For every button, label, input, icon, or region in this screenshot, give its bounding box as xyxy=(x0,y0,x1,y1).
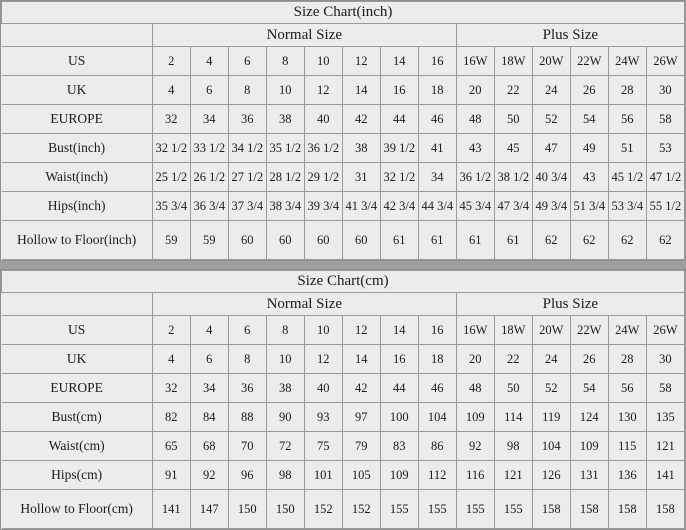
cell: 158 xyxy=(532,490,570,529)
group-plus-size: Plus Size xyxy=(456,24,684,47)
cell: 14 xyxy=(342,345,380,374)
row-label: UK xyxy=(2,345,153,374)
cell: 150 xyxy=(228,490,266,529)
cell: 47 3/4 xyxy=(494,192,532,221)
cell: 50 xyxy=(494,105,532,134)
cell: 16 xyxy=(380,76,418,105)
group-normal-size: Normal Size xyxy=(152,293,456,316)
cell: 158 xyxy=(646,490,684,529)
cell: 35 3/4 xyxy=(152,192,190,221)
table-row xyxy=(2,461,685,490)
cell: 10 xyxy=(304,47,342,76)
cell: 58 xyxy=(646,374,684,403)
group-blank-cell xyxy=(2,24,153,47)
cell: 46 xyxy=(418,374,456,403)
row-label: Hips(cm) xyxy=(2,461,153,490)
cell: 105 xyxy=(342,461,380,490)
cell: 22W xyxy=(570,316,608,345)
cell: 34 xyxy=(190,105,228,134)
cell: 61 xyxy=(380,221,418,260)
cell: 20W xyxy=(532,316,570,345)
cell: 115 xyxy=(608,432,646,461)
cell: 60 xyxy=(342,221,380,260)
cell: 14 xyxy=(342,76,380,105)
cell: 20 xyxy=(456,345,494,374)
row-label: US xyxy=(2,316,153,345)
cell: 68 xyxy=(190,432,228,461)
cell: 60 xyxy=(228,221,266,260)
cell: 119 xyxy=(532,403,570,432)
table-row xyxy=(2,163,685,192)
cell: 30 xyxy=(646,345,684,374)
cell: 40 xyxy=(304,374,342,403)
cell: 101 xyxy=(304,461,342,490)
cell: 51 3/4 xyxy=(570,192,608,221)
cell: 26 xyxy=(570,345,608,374)
cell: 96 xyxy=(228,461,266,490)
cell: 130 xyxy=(608,403,646,432)
cell: 22W xyxy=(570,47,608,76)
cell: 47 1/2 xyxy=(646,163,684,192)
cell: 31 xyxy=(342,163,380,192)
cell: 6 xyxy=(228,47,266,76)
cell: 141 xyxy=(152,490,190,529)
cell: 25 1/2 xyxy=(152,163,190,192)
table-row xyxy=(2,432,685,461)
chart-group-row xyxy=(2,293,685,316)
cell: 18 xyxy=(418,345,456,374)
row-label: EUROPE xyxy=(2,374,153,403)
row-label: Waist(inch) xyxy=(2,163,153,192)
cell: 22 xyxy=(494,76,532,105)
cell: 38 xyxy=(342,134,380,163)
cell: 72 xyxy=(266,432,304,461)
cell: 6 xyxy=(190,345,228,374)
cell: 16W xyxy=(456,316,494,345)
group-plus-size: Plus Size xyxy=(456,293,684,316)
cell: 42 xyxy=(342,374,380,403)
cell: 59 xyxy=(190,221,228,260)
cell: 65 xyxy=(152,432,190,461)
cell: 33 1/2 xyxy=(190,134,228,163)
cell: 29 1/2 xyxy=(304,163,342,192)
row-label: EUROPE xyxy=(2,105,153,134)
cell: 56 xyxy=(608,374,646,403)
cell: 8 xyxy=(228,345,266,374)
row-label: UK xyxy=(2,76,153,105)
row-label: Bust(inch) xyxy=(2,134,153,163)
cell: 8 xyxy=(266,47,304,76)
cell: 45 3/4 xyxy=(456,192,494,221)
cell: 98 xyxy=(266,461,304,490)
cell: 40 3/4 xyxy=(532,163,570,192)
cell: 18 xyxy=(418,76,456,105)
cell: 155 xyxy=(380,490,418,529)
cell: 49 xyxy=(570,134,608,163)
cell: 44 3/4 xyxy=(418,192,456,221)
cell: 38 3/4 xyxy=(266,192,304,221)
cell: 93 xyxy=(304,403,342,432)
cell: 55 1/2 xyxy=(646,192,684,221)
cell: 45 xyxy=(494,134,532,163)
cell: 114 xyxy=(494,403,532,432)
cell: 40 xyxy=(304,105,342,134)
cell: 34 xyxy=(190,374,228,403)
cell: 82 xyxy=(152,403,190,432)
cell: 24W xyxy=(608,47,646,76)
cell: 20 xyxy=(456,76,494,105)
row-label: Waist(cm) xyxy=(2,432,153,461)
cell: 49 3/4 xyxy=(532,192,570,221)
cell: 59 xyxy=(152,221,190,260)
cell: 150 xyxy=(266,490,304,529)
cell: 41 xyxy=(418,134,456,163)
chart-title-row xyxy=(2,2,685,24)
cell: 6 xyxy=(228,316,266,345)
cell: 26W xyxy=(646,47,684,76)
cell: 32 1/2 xyxy=(152,134,190,163)
row-label: US xyxy=(2,47,153,76)
cell: 53 xyxy=(646,134,684,163)
cell: 152 xyxy=(342,490,380,529)
cell: 60 xyxy=(266,221,304,260)
cell: 62 xyxy=(570,221,608,260)
row-label: Hollow to Floor(cm) xyxy=(2,490,153,529)
cell: 35 1/2 xyxy=(266,134,304,163)
cell: 16 xyxy=(418,316,456,345)
table-row xyxy=(2,47,685,76)
cell: 83 xyxy=(380,432,418,461)
cell: 51 xyxy=(608,134,646,163)
cell: 112 xyxy=(418,461,456,490)
cell: 12 xyxy=(304,345,342,374)
cell: 16 xyxy=(380,345,418,374)
cell: 38 xyxy=(266,374,304,403)
cell: 6 xyxy=(190,76,228,105)
cell: 61 xyxy=(456,221,494,260)
cell: 48 xyxy=(456,105,494,134)
cell: 116 xyxy=(456,461,494,490)
cell: 155 xyxy=(418,490,456,529)
cell: 32 xyxy=(152,374,190,403)
chart-group-row xyxy=(2,24,685,47)
cell: 16W xyxy=(456,47,494,76)
cell: 121 xyxy=(494,461,532,490)
cell: 92 xyxy=(456,432,494,461)
cell: 62 xyxy=(608,221,646,260)
cell: 70 xyxy=(228,432,266,461)
cell: 54 xyxy=(570,374,608,403)
table-row xyxy=(2,490,685,529)
cell: 10 xyxy=(266,345,304,374)
table-row xyxy=(2,403,685,432)
cell: 12 xyxy=(342,47,380,76)
cell: 41 3/4 xyxy=(342,192,380,221)
cell: 32 xyxy=(152,105,190,134)
cell: 52 xyxy=(532,105,570,134)
chart-title-row xyxy=(2,271,685,293)
cell: 62 xyxy=(646,221,684,260)
table-row xyxy=(2,76,685,105)
cell: 62 xyxy=(532,221,570,260)
cell: 126 xyxy=(532,461,570,490)
cell: 34 xyxy=(418,163,456,192)
cell: 97 xyxy=(342,403,380,432)
cell: 61 xyxy=(494,221,532,260)
cell: 56 xyxy=(608,105,646,134)
cell: 98 xyxy=(494,432,532,461)
cell: 100 xyxy=(380,403,418,432)
cell: 4 xyxy=(190,316,228,345)
cell: 22 xyxy=(494,345,532,374)
cell: 26 xyxy=(570,76,608,105)
cell: 104 xyxy=(418,403,456,432)
cell: 36 xyxy=(228,374,266,403)
table-row xyxy=(2,192,685,221)
cell: 54 xyxy=(570,105,608,134)
cell: 104 xyxy=(532,432,570,461)
cell: 28 1/2 xyxy=(266,163,304,192)
cell: 36 1/2 xyxy=(304,134,342,163)
cell: 90 xyxy=(266,403,304,432)
cell: 147 xyxy=(190,490,228,529)
cell: 79 xyxy=(342,432,380,461)
cell: 39 3/4 xyxy=(304,192,342,221)
cell: 45 1/2 xyxy=(608,163,646,192)
cell: 88 xyxy=(228,403,266,432)
size-chart-cm-table xyxy=(1,270,685,529)
table-row xyxy=(2,105,685,134)
cell: 58 xyxy=(646,105,684,134)
cell: 4 xyxy=(152,345,190,374)
cell: 43 xyxy=(570,163,608,192)
cell: 10 xyxy=(266,76,304,105)
group-blank-cell xyxy=(2,293,153,316)
cell: 24 xyxy=(532,76,570,105)
cell: 52 xyxy=(532,374,570,403)
cell: 155 xyxy=(456,490,494,529)
cell: 4 xyxy=(152,76,190,105)
cell: 2 xyxy=(152,47,190,76)
cell: 61 xyxy=(418,221,456,260)
size-chart-inch-block xyxy=(0,0,686,261)
cell: 131 xyxy=(570,461,608,490)
cell: 2 xyxy=(152,316,190,345)
cell: 26W xyxy=(646,316,684,345)
cell: 36 xyxy=(228,105,266,134)
cell: 158 xyxy=(608,490,646,529)
cell: 30 xyxy=(646,76,684,105)
cell: 16 xyxy=(418,47,456,76)
cell: 46 xyxy=(418,105,456,134)
cell: 44 xyxy=(380,374,418,403)
cell: 24 xyxy=(532,345,570,374)
cell: 50 xyxy=(494,374,532,403)
cell: 152 xyxy=(304,490,342,529)
cell: 47 xyxy=(532,134,570,163)
cell: 8 xyxy=(228,76,266,105)
table-row xyxy=(2,134,685,163)
chart-title: Size Chart(cm) xyxy=(2,271,685,293)
cell: 141 xyxy=(646,461,684,490)
cell: 14 xyxy=(380,316,418,345)
table-row xyxy=(2,345,685,374)
cell: 24W xyxy=(608,316,646,345)
row-label: Bust(cm) xyxy=(2,403,153,432)
cell: 39 1/2 xyxy=(380,134,418,163)
cell: 44 xyxy=(380,105,418,134)
cell: 109 xyxy=(570,432,608,461)
row-label: Hollow to Floor(inch) xyxy=(2,221,153,260)
cell: 12 xyxy=(342,316,380,345)
cell: 60 xyxy=(304,221,342,260)
size-chart-cm-block xyxy=(0,269,686,530)
cell: 27 1/2 xyxy=(228,163,266,192)
cell: 28 xyxy=(608,345,646,374)
cell: 109 xyxy=(380,461,418,490)
cell: 28 xyxy=(608,76,646,105)
row-label: Hips(inch) xyxy=(2,192,153,221)
cell: 43 xyxy=(456,134,494,163)
cell: 37 3/4 xyxy=(228,192,266,221)
cell: 158 xyxy=(570,490,608,529)
cell: 12 xyxy=(304,76,342,105)
cell: 36 3/4 xyxy=(190,192,228,221)
cell: 42 3/4 xyxy=(380,192,418,221)
cell: 91 xyxy=(152,461,190,490)
cell: 32 1/2 xyxy=(380,163,418,192)
cell: 8 xyxy=(266,316,304,345)
cell: 38 1/2 xyxy=(494,163,532,192)
cell: 136 xyxy=(608,461,646,490)
cell: 18W xyxy=(494,316,532,345)
cell: 38 xyxy=(266,105,304,134)
cell: 75 xyxy=(304,432,342,461)
size-chart-inch-table xyxy=(1,1,685,260)
cell: 14 xyxy=(380,47,418,76)
cell: 10 xyxy=(304,316,342,345)
cell: 48 xyxy=(456,374,494,403)
cell: 42 xyxy=(342,105,380,134)
cell: 135 xyxy=(646,403,684,432)
cell: 155 xyxy=(494,490,532,529)
cell: 36 1/2 xyxy=(456,163,494,192)
table-row xyxy=(2,374,685,403)
cell: 18W xyxy=(494,47,532,76)
cell: 109 xyxy=(456,403,494,432)
cell: 92 xyxy=(190,461,228,490)
cell: 53 3/4 xyxy=(608,192,646,221)
cell: 4 xyxy=(190,47,228,76)
table-row xyxy=(2,316,685,345)
cell: 34 1/2 xyxy=(228,134,266,163)
cell: 26 1/2 xyxy=(190,163,228,192)
table-row xyxy=(2,221,685,260)
group-normal-size: Normal Size xyxy=(152,24,456,47)
cell: 84 xyxy=(190,403,228,432)
cell: 86 xyxy=(418,432,456,461)
cell: 20W xyxy=(532,47,570,76)
cell: 121 xyxy=(646,432,684,461)
cell: 124 xyxy=(570,403,608,432)
chart-title: Size Chart(inch) xyxy=(2,2,685,24)
